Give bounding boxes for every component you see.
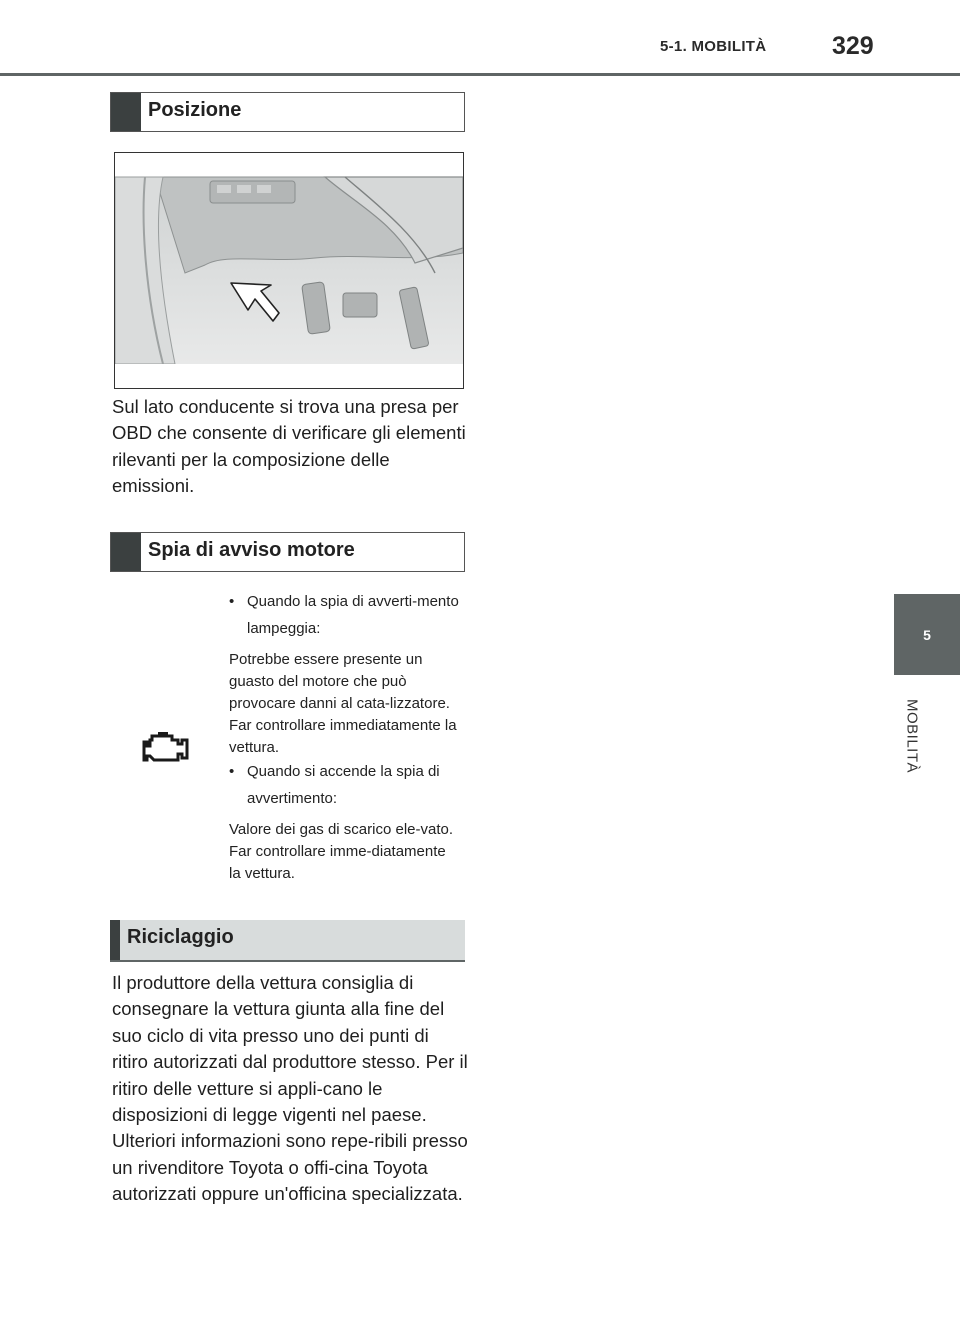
posizione-paragraph: Sul lato conducente si trova una presa per OBD che consente di verificare gli elementi rilevanti per la composizione delle emissioni. [112,396,466,497]
warning-paragraph: Potrebbe essere presente un guasto del motore che può provocare danni al cata-lizzatore. Far controllare immediatamente la vettura. [229,651,457,756]
section-header: 5-1. MOBILITÀ [660,38,767,55]
engine-warning-icon [142,730,190,771]
list-item: • Quando la spia di avverti-mento lampeggia: [229,593,459,637]
warning-paragraph: Valore dei gas di scarico ele-vato. Far controllare imme-diatamente la vettura. [229,821,454,882]
section-title: Posizione [148,99,242,121]
warning-instructions [229,589,461,885]
section-heading-riciclaggio [110,920,465,962]
heading-bar [110,920,120,960]
riciclaggio-paragraph: Il produttore della vettura consiglia di consegnare la vettura giunta alla fine del suo ciclo di vita presso uno dei punti di ritiro autorizzati dal produttore stesso. Per il ritiro delle vetture si appli-cano le disposizioni di legge vigenti nel paese. Ulteriori informazioni sono repe-ribili presso un rivenditore Toyota o offi-cina Toyota autorizzati oppure un'officina specializzata. [112,972,468,1205]
section-heading-spia [110,532,465,572]
chapter-tab[interactable] [894,594,960,675]
obd-socket-location-illustration [115,153,463,388]
section-title: Riciclaggio [127,926,234,948]
header-divider [0,73,960,76]
chapter-number: 5 [923,626,931,643]
chapter-label: MOBILITÀ [903,698,921,774]
section-title: Spia di avviso motore [148,539,355,561]
page-number: 329 [832,32,874,60]
list-item: • Quando si accende la spia di avvertimento: [229,763,440,807]
chapter-side-label [902,688,922,784]
obd-location-figure [114,152,464,389]
heading-bar [111,93,141,131]
section-heading-posizione [110,92,465,132]
heading-bar [111,533,141,571]
